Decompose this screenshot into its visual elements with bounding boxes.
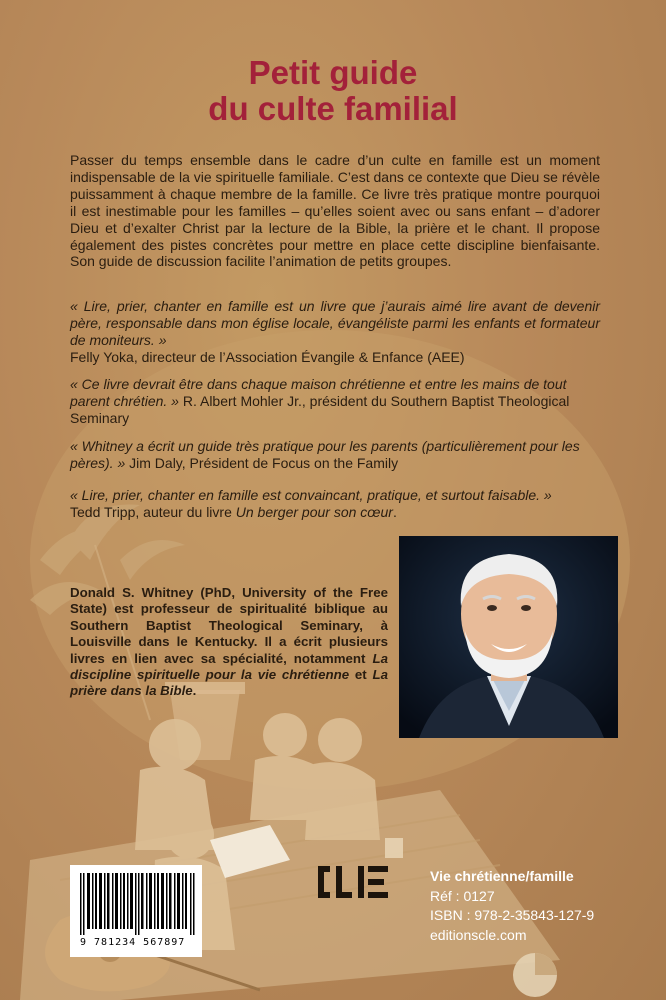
barcode-bars: [80, 873, 196, 935]
publisher-category: Vie chrétienne/famille: [430, 868, 574, 884]
author-bio-and: et: [349, 667, 373, 683]
endorsement-2-author: R. Albert Mohler Jr., président du Southern Baptist Theological Seminary: [70, 392, 570, 426]
barcode-digits: 9 781234 567897: [80, 937, 186, 948]
publisher-ref: Réf : 0127: [430, 887, 495, 904]
endorsement-3: [70, 438, 600, 472]
endorsement-1-author: Felly Yoka, directeur de l’Association Évangile & Enfance (AEE): [70, 348, 465, 365]
barcode: [70, 865, 202, 957]
author-bio-book-1: La discipline spirituelle pour la vie chrétienne: [70, 650, 388, 683]
endorsement-1: [70, 298, 600, 366]
endorsement-4-author: [70, 504, 400, 521]
author-bio-book-2: La prière dans la Bible: [70, 667, 388, 699]
endorsement-4: [70, 487, 600, 521]
endorsement-4-author-prefix: Tedd Tripp, auteur du livre: [70, 503, 236, 520]
author-bio-text: Donald S. Whitney (PhD, University of the Free State) est professeur de spiritualité biblique au Southern Baptist Theological Seminary, à Louisville dans le Kentucky. Il a écrit plusieurs livres en lien avec sa spécialité, notamment: [70, 585, 388, 666]
publisher-website: editionscle.com: [430, 926, 527, 943]
endorsement-4-author-suffix: .: [392, 503, 397, 520]
publisher-isbn: ISBN : 978-2-35843-127-9: [430, 907, 595, 923]
endorsement-2: [70, 376, 600, 427]
publisher-info: [430, 867, 594, 945]
endorsement-4-author-book: Un berger pour son cœur: [235, 503, 393, 520]
author-biography: [70, 585, 388, 700]
author-portrait: [399, 536, 618, 738]
endorsement-4-quote: « Lire, prier, chanter en famille est convaincant, pratique, et surtout faisable. »: [70, 487, 552, 503]
book-title: [0, 55, 666, 127]
title-line-1: Petit guide: [248, 54, 418, 91]
endorsement-3-author: Jim Daly, Président de Focus on the Family: [129, 454, 399, 471]
endorsement-3-quote: « Whitney a écrit un guide très pratique pour les parents (particulièrement pour les pères). »: [70, 438, 580, 471]
title-line-2: du culte familial: [208, 90, 458, 127]
endorsement-1-quote: « Lire, prier, chanter en famille est un livre que j’aurais aimé lire avant de devenir père, responsable dans mon église locale, évangéliste parmi les enfants et formateur de moniteurs. »: [70, 298, 600, 348]
author-bio-end: .: [192, 683, 197, 699]
endorsement-2-quote: « Ce livre devrait être dans chaque maison chrétienne et entre les mains de tout parent chrétien. »: [70, 376, 567, 409]
publisher-logo: [318, 862, 404, 902]
book-description: Passer du temps ensemble dans le cadre d’un culte en famille est un moment indispensable de la vie spirituelle familiale. C’est dans ce contexte que Dieu se révèle puissamment à chaque membre de la famille. Ce livre très pratique montre pourquoi il est inestimable pour les familles – qu’elles soient avec ou sans enfant – d’adorer Dieu et d’exalter Christ par la lecture de la Bible, la prière et le chant. Il propose également des pistes concrètes pour mettre en place cette discipline bienfaisante. Son guide de discussion facilite l’animation de petits groupes.: [70, 152, 600, 270]
